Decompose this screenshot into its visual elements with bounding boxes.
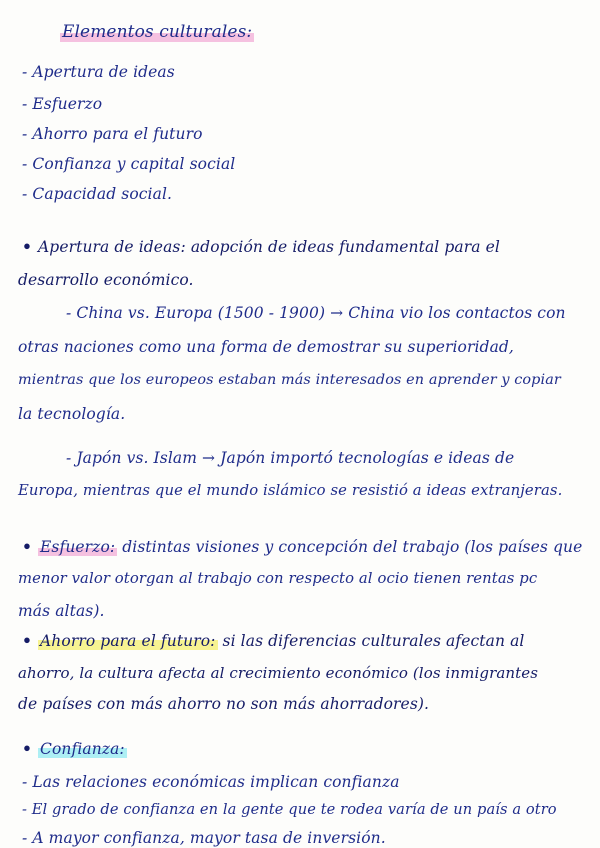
section-heading: Apertura de ideas: (38, 238, 186, 256)
list-item: - Confianza y capital social (22, 155, 236, 173)
section-text: de países con más ahorro no son más ahorradores). (18, 695, 430, 713)
bullet-marker: • (22, 739, 33, 758)
bullet-marker: • (22, 631, 33, 650)
section-text: desarrollo económico. (18, 271, 194, 289)
list-item: - A mayor confianza, mayor tasa de inversión. (22, 829, 386, 847)
section-ahorro-heading-line (22, 631, 524, 651)
section-text: menor valor otorgan al trabajo con respecto al ocio tienen rentas pc (18, 570, 538, 587)
list-item: - Esfuerzo (22, 95, 103, 113)
section-esfuerzo-heading-line (22, 537, 582, 557)
page-title (60, 22, 254, 42)
section-text: mientras que los europeos estaban más interesados en aprender y copiar (18, 372, 561, 388)
list-item: - Apertura de ideas (22, 63, 175, 81)
section-text: ahorro, la cultura afecta al crecimiento económico (los inmigrantes (18, 664, 539, 682)
section-text: - China vs. Europa (1500 - 1900) → China vio los contactos con (66, 304, 566, 322)
section-text: distintas visiones y concepción del trabajo (los países que (122, 538, 583, 556)
section-text: otras naciones como una forma de demostrar su superioridad, (18, 338, 514, 356)
section-heading: Ahorro para el futuro: (40, 632, 216, 650)
bullet-marker: • (22, 237, 33, 256)
section-confianza-heading-line (22, 739, 127, 759)
list-item: - Ahorro para el futuro (22, 125, 203, 143)
section-text: si las diferencias culturales afectan al (222, 632, 525, 650)
section-heading: Confianza: (40, 740, 125, 758)
list-item: - El grado de confianza en la gente que te rodea varía de un país a otro (22, 801, 557, 818)
section-heading: Esfuerzo: (40, 538, 116, 556)
section-text: más altas). (18, 602, 105, 620)
section-text: la tecnología. (18, 405, 126, 423)
section-text: adopción de ideas fundamental para el (190, 238, 500, 256)
bullet-marker: • (22, 537, 33, 556)
section-apertura-heading-line (22, 237, 500, 257)
section-text: - Japón vs. Islam → Japón importó tecnologías e ideas de (66, 449, 515, 467)
list-item: - Las relaciones económicas implican confianza (22, 773, 400, 791)
list-item: - Capacidad social. (22, 185, 173, 203)
section-text: Europa, mientras que el mundo islámico se resistió a ideas extranjeras. (18, 482, 563, 499)
title-text: Elementos culturales: (62, 22, 253, 42)
